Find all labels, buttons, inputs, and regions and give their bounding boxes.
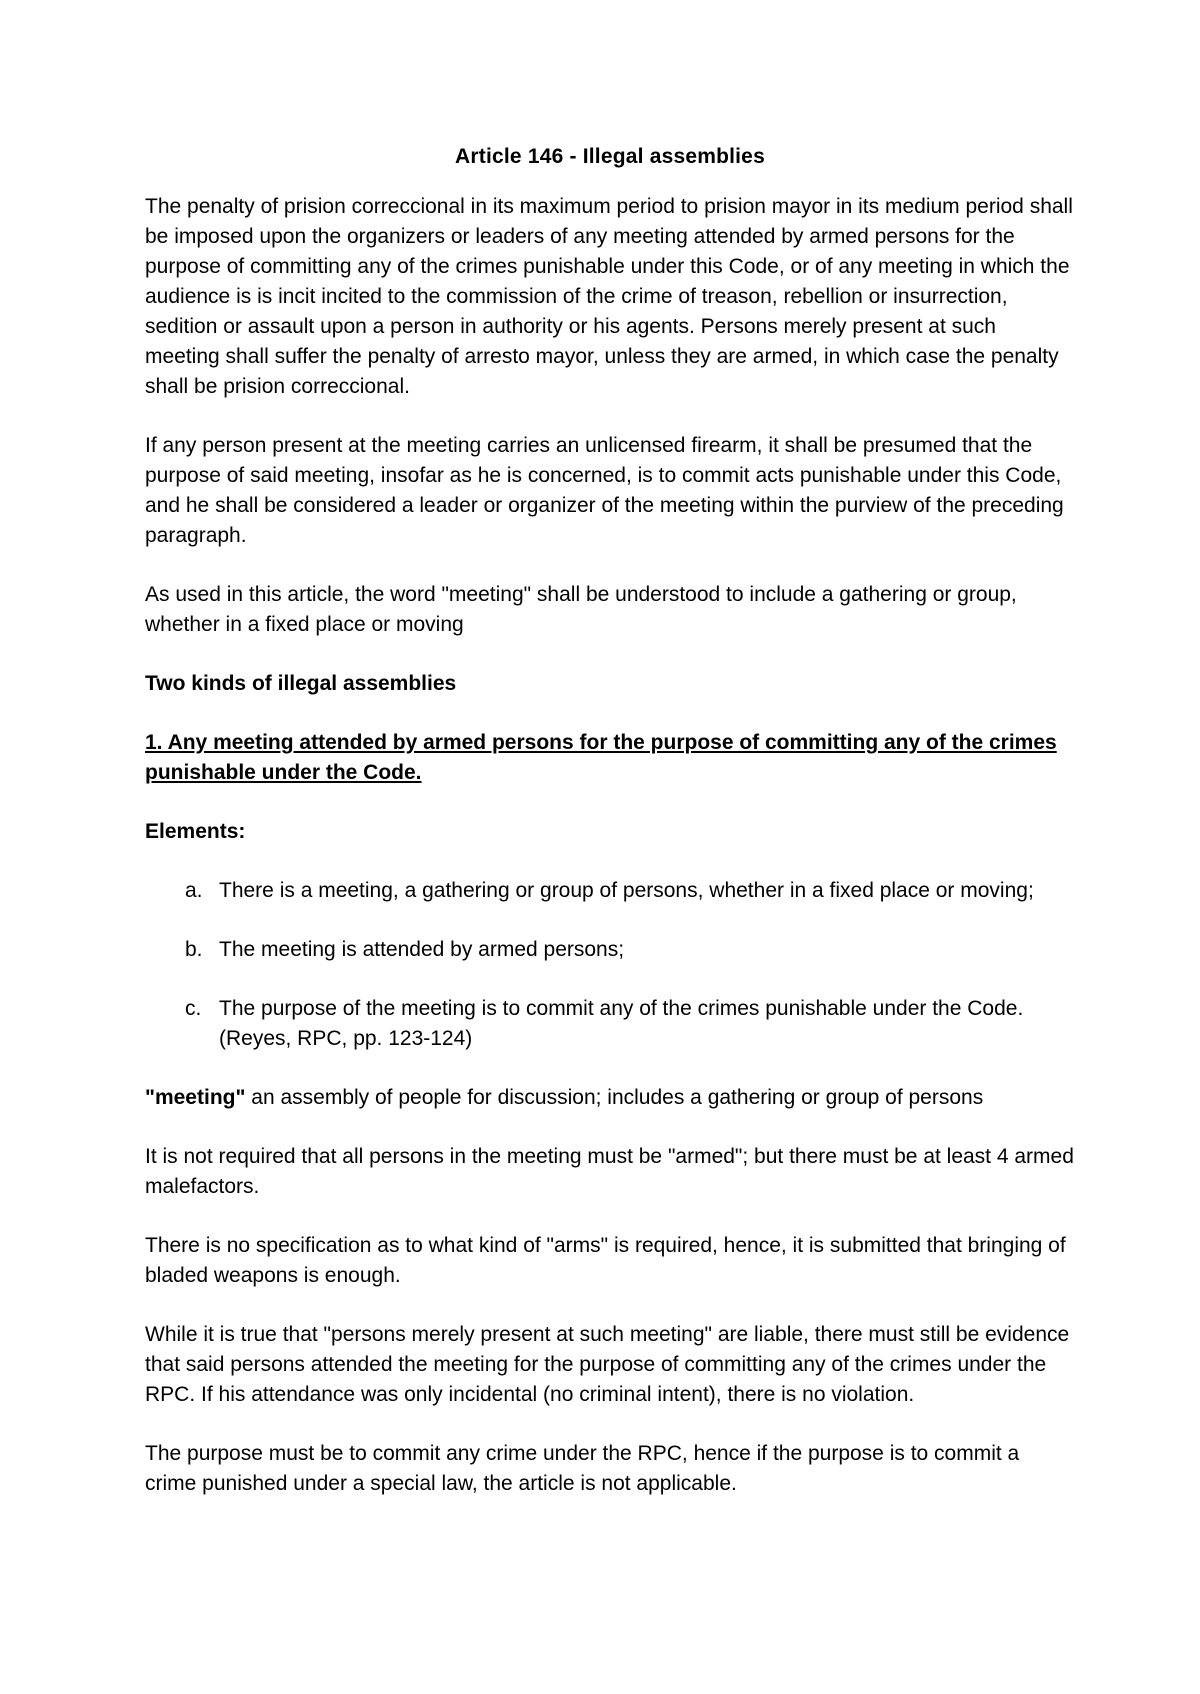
list-marker: a. [185, 879, 203, 902]
definition-text: an assembly of people for discussion; includes a gathering or group of persons [245, 1086, 984, 1109]
section-heading: Two kinds of illegal assemblies [145, 672, 457, 695]
elements-list [145, 876, 1075, 1054]
paragraph-armed-requirement: It is not required that all persons in the meeting must be "armed"; but there must be at least 4 armed malefactors. [145, 1145, 1074, 1198]
list-item [145, 876, 1075, 906]
paragraph-meeting-definition: As used in this article, the word "meeting" shall be understood to include a gathering or group, whether in a fixed place or moving [145, 583, 1017, 636]
paragraph-arms-specification: There is no specification as to what kind of "arms" is required, hence, it is submitted that bringing of bladed weapons is enough. [145, 1234, 1066, 1287]
definition-term: "meeting" [145, 1086, 246, 1109]
paragraph-mere-presence: While it is true that "persons merely present at such meeting" are liable, there must still be evidence that said persons attended the meeting for the purpose of committing any of the crimes under the RPC. If his attendance was only incidental (no criminal intent), there is no violation. [145, 1323, 1070, 1406]
list-marker: b. [185, 938, 203, 961]
list-item [145, 935, 1075, 965]
paragraph-unlicensed-firearm: If any person present at the meeting carries an unlicensed firearm, it shall be presumed that the purpose of said meeting, insofar as he is concerned, is to commit acts punishable under this Code, and he shall be considered a leader or organizer of the meeting within the purview of the preceding paragraph. [145, 434, 1064, 547]
list-item-text: The purpose of the meeting is to commit any of the crimes punishable under the Code. (Reyes, RPC, pp. 123-124) [219, 997, 1024, 1050]
page-title: Article 146 - Illegal assemblies [455, 145, 765, 168]
subsection-heading: 1. Any meeting attended by armed persons for the purpose of committing any of the crimes punishable under the Code. [145, 731, 1057, 784]
paragraph-penalty: The penalty of prision correccional in its maximum period to prision mayor in its medium period shall be imposed upon the organizers or leaders of any meeting attended by armed persons for the purpose of committing any of the crimes punishable under this Code, or of any meeting in which the audience is is incit incited to the commission of the crime of treason, rebellion or insurrection, sedition or assault upon a person in authority or his agents. Persons merely present at such meeting shall suffer the penalty of arresto mayor, unless they are armed, in which case the penalty shall be prision correccional. [145, 195, 1073, 398]
list-item-text: The meeting is attended by armed persons; [219, 938, 625, 961]
list-item-text: There is a meeting, a gathering or group of persons, whether in a fixed place or moving; [219, 879, 1034, 902]
definition-paragraph [145, 1083, 1075, 1113]
elements-label: Elements: [145, 820, 246, 843]
document-body [145, 142, 1075, 1528]
list-marker: c. [185, 997, 202, 1020]
paragraph-special-law: The purpose must be to commit any crime under the RPC, hence if the purpose is to commit a crime punished under a special law, the article is not applicable. [145, 1442, 1020, 1495]
list-item [145, 994, 1075, 1054]
